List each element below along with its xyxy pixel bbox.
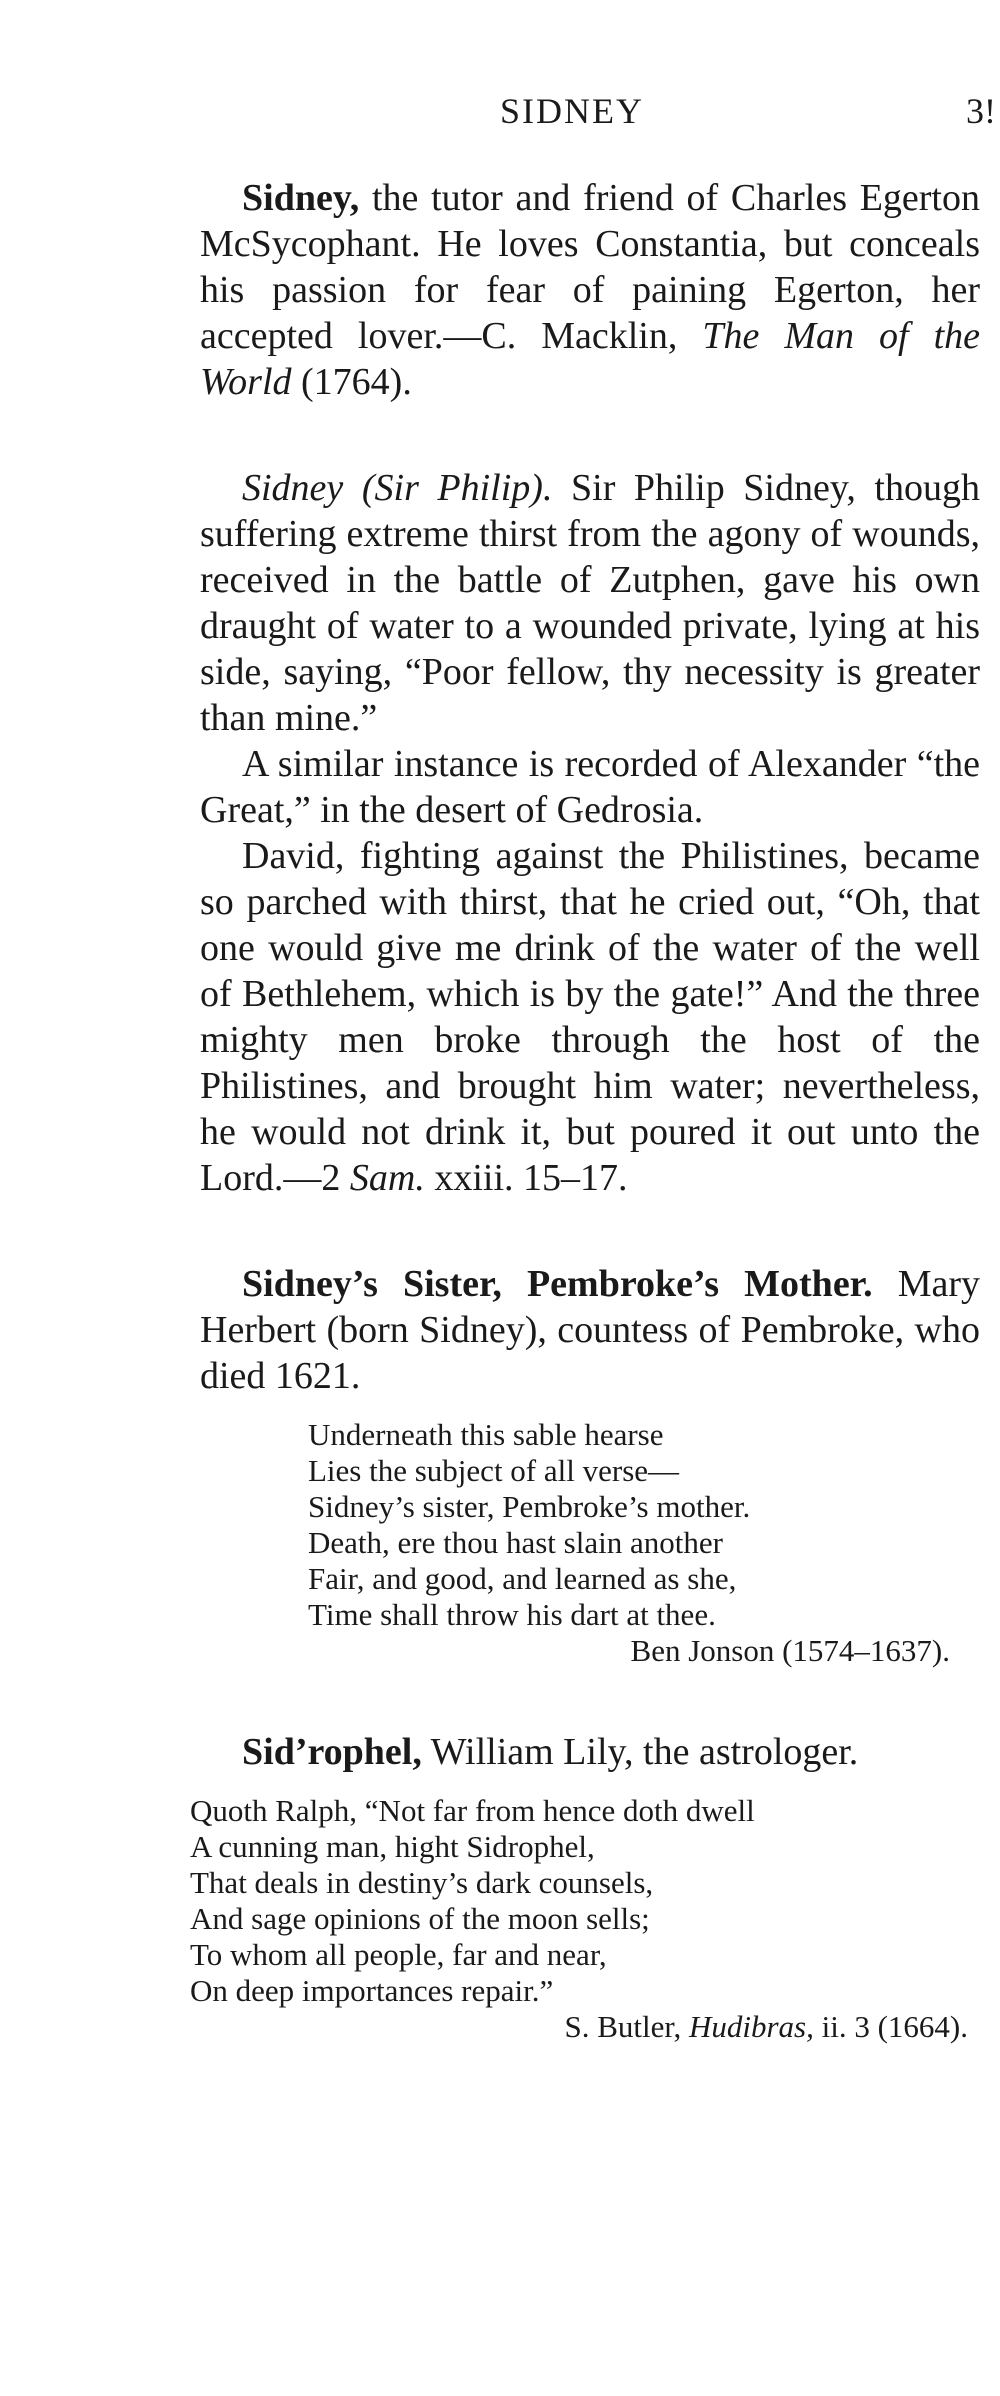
entry-spacer: [200, 405, 980, 465]
entry-text: David, fighting against the Philistines, became so parched with thirst, that he cried out, “Oh, that one would give me drink of the water of the well of Bethlehem, which is by the gate!” And the three mighty men broke through the host of the Philistines, and brought him water; nevertheless, he would not drink it, but poured it out unto the Lord.—2: [200, 835, 980, 1199]
verse-line: Fair, and good, and learned as she,: [308, 1561, 737, 1596]
headword: Sidney,: [242, 177, 360, 219]
entry-sidney-sir-philip: [200, 465, 980, 1201]
verse-line: Death, ere thou hast slain another: [308, 1525, 723, 1560]
entry-paragraph: [200, 175, 980, 405]
attribution-author: S. Butler,: [564, 2009, 689, 2044]
running-head: SIDNEY: [500, 91, 644, 131]
verse-line: Lies the subject of all verse—: [308, 1453, 680, 1488]
verse-attribution: [190, 2009, 980, 2045]
attribution-work: Hudibras,: [688, 2009, 814, 2044]
entry-sidneys-sister: [200, 1261, 980, 1669]
headword-qualifier: (Sir Philip).: [343, 467, 553, 509]
verse-attribution: Ben Jonson (1574–1637).: [630, 1633, 950, 1668]
page-number: 3!: [966, 91, 996, 131]
entry-text: Sir Philip Sidney, though suffering extreme thirst from the agony of wounds, received in the battle of Zutphen, gave his own draught of water to a wounded private, lying at his side, saying, “Poor fellow, thy necessity is greater than mine.”: [200, 467, 980, 739]
headword: Sid’rophel,: [242, 1731, 422, 1773]
entry-paragraph: A similar instance is recorded of Alexander “the Great,” in the desert of Gedrosia.: [200, 743, 980, 831]
verse-line: And sage opinions of the moon sells;: [190, 1901, 650, 1936]
entry-sidrophel: [190, 1729, 980, 2045]
verse-line: On deep importances repair.”: [190, 1973, 554, 2008]
page-body: [190, 175, 981, 2045]
scripture-ref: xxiii. 15–17.: [424, 1157, 628, 1199]
verse-line: A cunning man, hight Sidrophel,: [190, 1829, 595, 1864]
entry-paragraph: [200, 1729, 980, 1775]
entry-spacer: [200, 1201, 980, 1261]
entry-text: William Lily, the astrologer.: [421, 1731, 859, 1773]
attribution-ref: ii. 3 (1664).: [813, 2009, 968, 2044]
verse-line: Quoth Ralph, “Not far from hence doth dwell: [190, 1793, 755, 1828]
scripture-book: Sam.: [349, 1157, 425, 1199]
entry-spacer: [200, 1669, 980, 1729]
verse-line: Underneath this sable hearse: [308, 1417, 664, 1452]
verse-block: [308, 1417, 980, 1669]
verse-line: That deals in destiny’s dark counsels,: [190, 1865, 654, 1900]
entry-paragraph: [200, 465, 980, 741]
entry-text: the tutor and friend of Charles Egerton McSycophant. He loves Constantia, but conceals his passion for fear of paining Egerton, her accepted lover.—C. Macklin,: [200, 177, 980, 357]
year: (1764).: [291, 361, 412, 403]
work-title: The Man of the World: [200, 315, 980, 403]
headword: Sidney: [242, 467, 344, 509]
page-header: [0, 90, 1000, 140]
headword: Sidney’s Sister, Pembroke’s Mother.: [242, 1263, 873, 1305]
entry-text: Mary Herbert (born Sidney), countess of Pembroke, who died 1621.: [200, 1263, 981, 1397]
verse-line: Sidney’s sister, Pembroke’s mother.: [308, 1489, 751, 1524]
entry-paragraph: [200, 1261, 980, 1399]
verse-block: [190, 1793, 980, 2045]
verse-line: To whom all people, far and near,: [190, 1937, 607, 1972]
entry-paragraph: [200, 833, 980, 1201]
verse-line: Time shall throw his dart at thee.: [308, 1597, 716, 1632]
entry-sidney-tutor: [200, 175, 980, 405]
